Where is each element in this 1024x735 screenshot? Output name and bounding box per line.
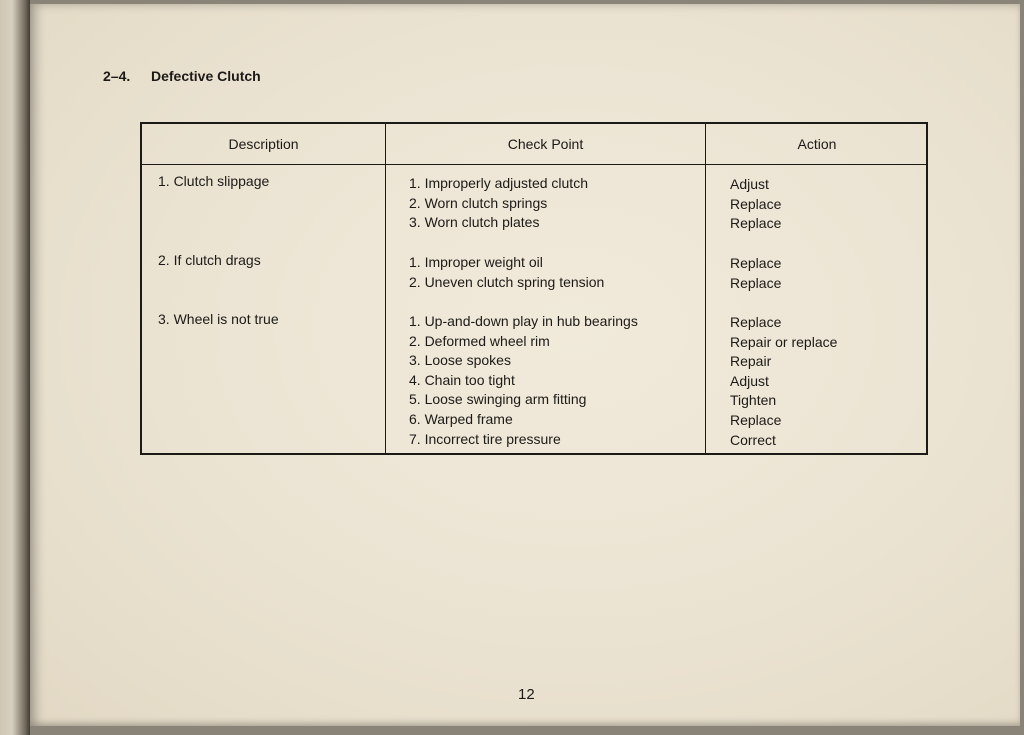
column-divider xyxy=(705,124,706,453)
check-point-item: 7. Incorrect tire pressure xyxy=(409,430,561,447)
column-divider xyxy=(385,124,386,453)
action-item: Repair or replace xyxy=(730,333,838,350)
action-item: Replace xyxy=(730,195,782,212)
header-description: Description xyxy=(228,136,299,152)
section-number: 2–4. xyxy=(103,68,131,84)
check-point-item: 1. Improperly adjusted clutch xyxy=(409,175,588,191)
check-point-item: 1. Up-and-down play in hub bearings xyxy=(409,313,638,329)
check-point-list xyxy=(409,174,588,233)
check-point-list xyxy=(409,253,604,292)
check-point-list xyxy=(409,312,638,449)
action-item: Repair xyxy=(730,353,772,370)
check-point-item: 4. Chain too tight xyxy=(409,371,515,388)
action-item: Adjust xyxy=(730,176,769,192)
table-row-description: 1. Clutch slippage xyxy=(158,173,270,189)
check-point-item: 3. Loose spokes xyxy=(409,352,511,369)
check-point-item: 5. Loose swinging arm fitting xyxy=(409,391,587,408)
check-point-item: 2. Worn clutch springs xyxy=(409,194,548,211)
action-item: Replace xyxy=(730,411,782,428)
header-action: Action xyxy=(797,136,837,152)
manual-page xyxy=(30,4,1020,726)
action-list xyxy=(730,175,781,234)
check-point-item: 1. Improper weight oil xyxy=(409,254,543,270)
action-item: Adjust xyxy=(730,372,769,389)
troubleshooting-table xyxy=(140,122,928,455)
action-list xyxy=(730,313,837,450)
action-item: Tighten xyxy=(730,392,777,409)
header-divider xyxy=(142,164,926,165)
action-item: Replace xyxy=(730,314,782,330)
check-point-item: 3. Worn clutch plates xyxy=(409,214,540,231)
action-item: Correct xyxy=(730,431,776,448)
action-item: Replace xyxy=(730,215,782,232)
section-heading xyxy=(103,68,261,84)
check-point-item: 2. Deformed wheel rim xyxy=(409,332,550,349)
book-spine xyxy=(0,0,30,735)
action-item: Replace xyxy=(730,255,782,271)
action-item: Replace xyxy=(730,274,782,291)
header-check-point: Check Point xyxy=(507,136,584,152)
action-list xyxy=(730,254,781,293)
table-row-description: 2. If clutch drags xyxy=(158,252,261,268)
table-row-description: 3. Wheel is not true xyxy=(158,311,279,327)
check-point-item: 6. Warped frame xyxy=(409,410,513,427)
section-title: Defective Clutch xyxy=(151,68,261,84)
check-point-item: 2. Uneven clutch spring tension xyxy=(409,273,605,290)
page-number: 12 xyxy=(518,686,535,703)
